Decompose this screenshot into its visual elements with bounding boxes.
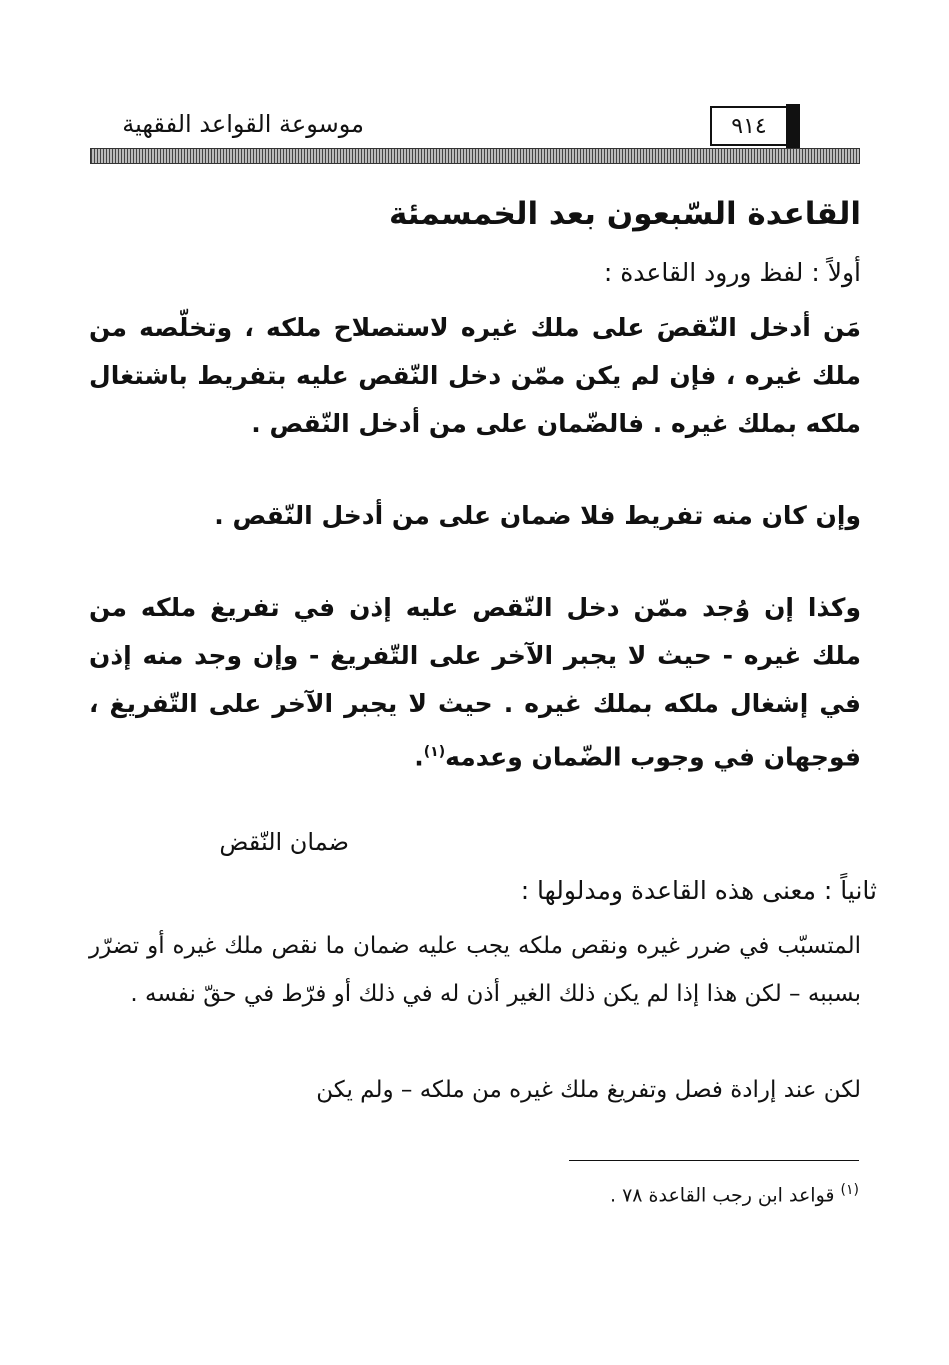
footnote-text: قواعد ابن رجب القاعدة ٧٨ . (609, 1184, 835, 1207)
section1-heading: أولاً : لفظ ورود القاعدة : (603, 258, 861, 287)
section1-paragraph-2: وإن كان منه تفريط فلا ضمان على من أدخل النّقص . (214, 501, 861, 530)
section1-paragraph-3 (89, 584, 861, 781)
header-divider (90, 148, 860, 164)
footnote-reference: (١) (423, 744, 446, 760)
section1-paragraph-3-end: . (414, 742, 424, 772)
section2-paragraph-2: لكن عند إرادة فصل وتفريغ ملك غيره من ملكه – ولم يكن (316, 1077, 861, 1103)
footnote-marker: (١) (840, 1182, 859, 1198)
running-header-title: موسوعة القواعد الفقهية (122, 110, 364, 138)
keyword-label: ضمان النّقض (219, 828, 349, 856)
rule-title: القاعدة السّبعون بعد الخمسمئة (388, 196, 861, 232)
footnote-divider (569, 1160, 859, 1161)
section1-paragraph-3-text: وكذا إن وُجد ممّن دخل النّقص عليه إذن في تفريغ ملكه من ملك غيره - حيث لا يجبر الآخر على التّفريغ - وإن وجد منه إذن في إشغال ملكه بملك غيره . حيث لا يجبر الآخر على التّفريغ ، فوجهان في وجوب الضّمان وعدمه (89, 593, 861, 772)
page-number: ٩١٤ (710, 106, 788, 146)
section2-paragraph-1: المتسبّب في ضرر غيره ونقص ملكه يجب عليه ضمان ما نقص ملك غيره أو تضرّر بسببه – لكن هذا إذا لم يكن ذلك الغير أذن له في ذلك أو فرّط في حقّ نفسه . (89, 933, 861, 1007)
footnote (610, 1182, 859, 1206)
section1-paragraph-1: مَن أدخل النّقصَ على ملك غيره لاستصلاح ملكه ، وتخلّصه من ملك غيره ، فإن لم يكن ممّن دخل النّقص عليه بتفريط باشتغال ملكه بملك غيره . فالضّمان على من أدخل النّقص . (89, 313, 861, 438)
section2-heading: ثانياً : معنى هذه القاعدة ومدلولها : (520, 876, 877, 905)
